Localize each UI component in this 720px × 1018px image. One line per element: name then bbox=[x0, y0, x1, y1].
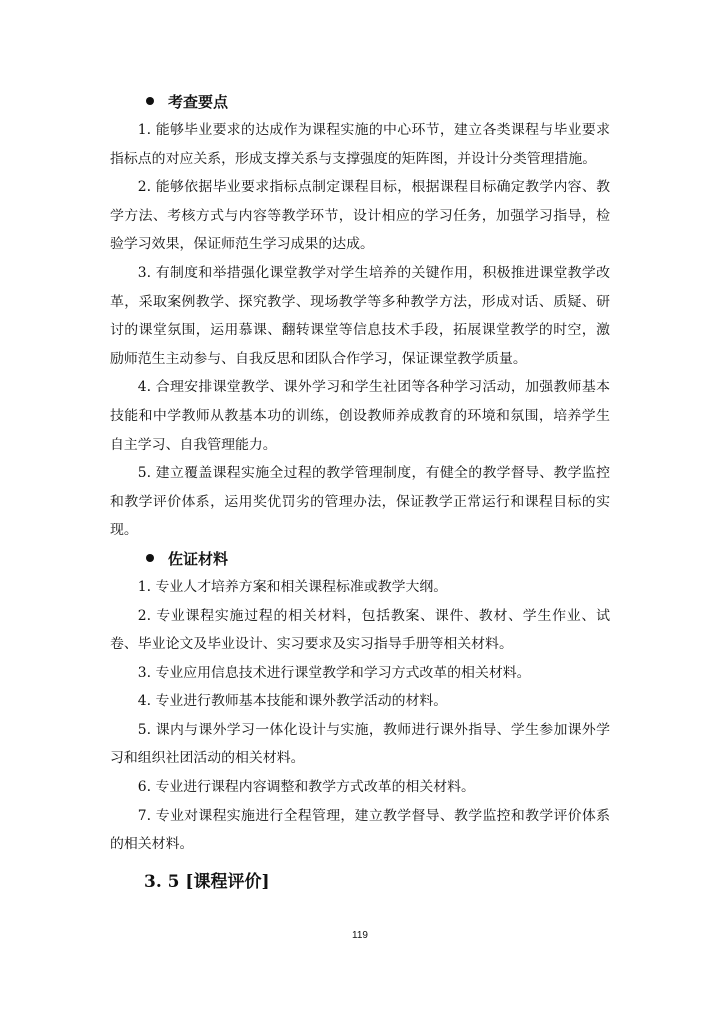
paragraph: 1. 能够毕业要求的达成作为课程实施的中心环节，建立各类课程与毕业要求指标点的对应关系，形成支撑关系与支撑强度的矩阵图，并设计分类管理措施。 bbox=[110, 122, 610, 167]
paragraph: 5. 建立覆盖课程实施全过程的教学管理制度，有健全的教学督导、教学监控和教学评价体系，运用奖优罚劣的管理办法，保证教学正常运行和课程目标的实现。 bbox=[110, 465, 610, 539]
paragraph: 5. 课内与课外学习一体化设计与实施，教师进行课外指导、学生参加课外学习和组织社团活动的相关材料。 bbox=[110, 721, 610, 767]
paragraph: 7. 专业对课程实施进行全程管理，建立教学督导、教学监控和教学评价体系的相关材料。 bbox=[110, 807, 610, 853]
paragraph: 1. 专业人才培养方案和相关课程标准或教学大纲。 bbox=[137, 578, 448, 595]
heading-text: 考查要点 bbox=[168, 93, 229, 111]
document-page bbox=[110, 88, 610, 897]
section-heading-course-evaluation: 3. 5 [课程评价] bbox=[144, 871, 270, 892]
paragraph: 3. 有制度和举措强化课堂教学对学生培养的关键作用，积极推进课堂教学改革，采取案例教学、探究教学、现场教学等多种教学方法，形成对话、质疑、研讨的课堂氛围，运用慕课、翻转课堂等信息技术手段，拓展课堂教学的时空，激励师范生主动参与、自我反思和团队合作学习，保证课堂教学质量。 bbox=[110, 264, 610, 367]
paragraph: 2. 能够依据毕业要求指标点制定课程目标，根据课程目标确定教学内容、教学方法、考核方式与内容等教学环节，设计相应的学习任务，加强学习指导，检验学习效果，保证师范生学习成果的达成。 bbox=[110, 179, 610, 253]
section-heading-inspection-points bbox=[110, 88, 610, 116]
bullet-icon bbox=[146, 97, 154, 105]
section-heading-evidence bbox=[110, 545, 610, 573]
paragraph: 4. 合理安排课堂教学、课外学习和学生社团等各种学习活动，加强教师基本技能和中学教师从教基本功的训练，创设教师养成教育的环境和氛围，培养学生自主学习、自我管理能力。 bbox=[110, 379, 610, 453]
paragraph: 3. 专业应用信息技术进行课堂教学和学习方式改革的相关材料。 bbox=[137, 664, 531, 681]
paragraph: 4. 专业进行教师基本技能和课外教学活动的材料。 bbox=[137, 693, 448, 710]
bullet-icon bbox=[146, 554, 154, 562]
paragraph: 2. 专业课程实施过程的相关材料，包括教案、课件、教材、学生作业、试卷、毕业论文及毕业设计、实习要求及实习指导手册等相关材料。 bbox=[110, 607, 610, 653]
page-number: 119 bbox=[352, 930, 368, 941]
heading-text: 佐证材料 bbox=[168, 549, 229, 568]
paragraph: 6. 专业进行课程内容调整和教学方式改革的相关材料。 bbox=[137, 779, 475, 796]
